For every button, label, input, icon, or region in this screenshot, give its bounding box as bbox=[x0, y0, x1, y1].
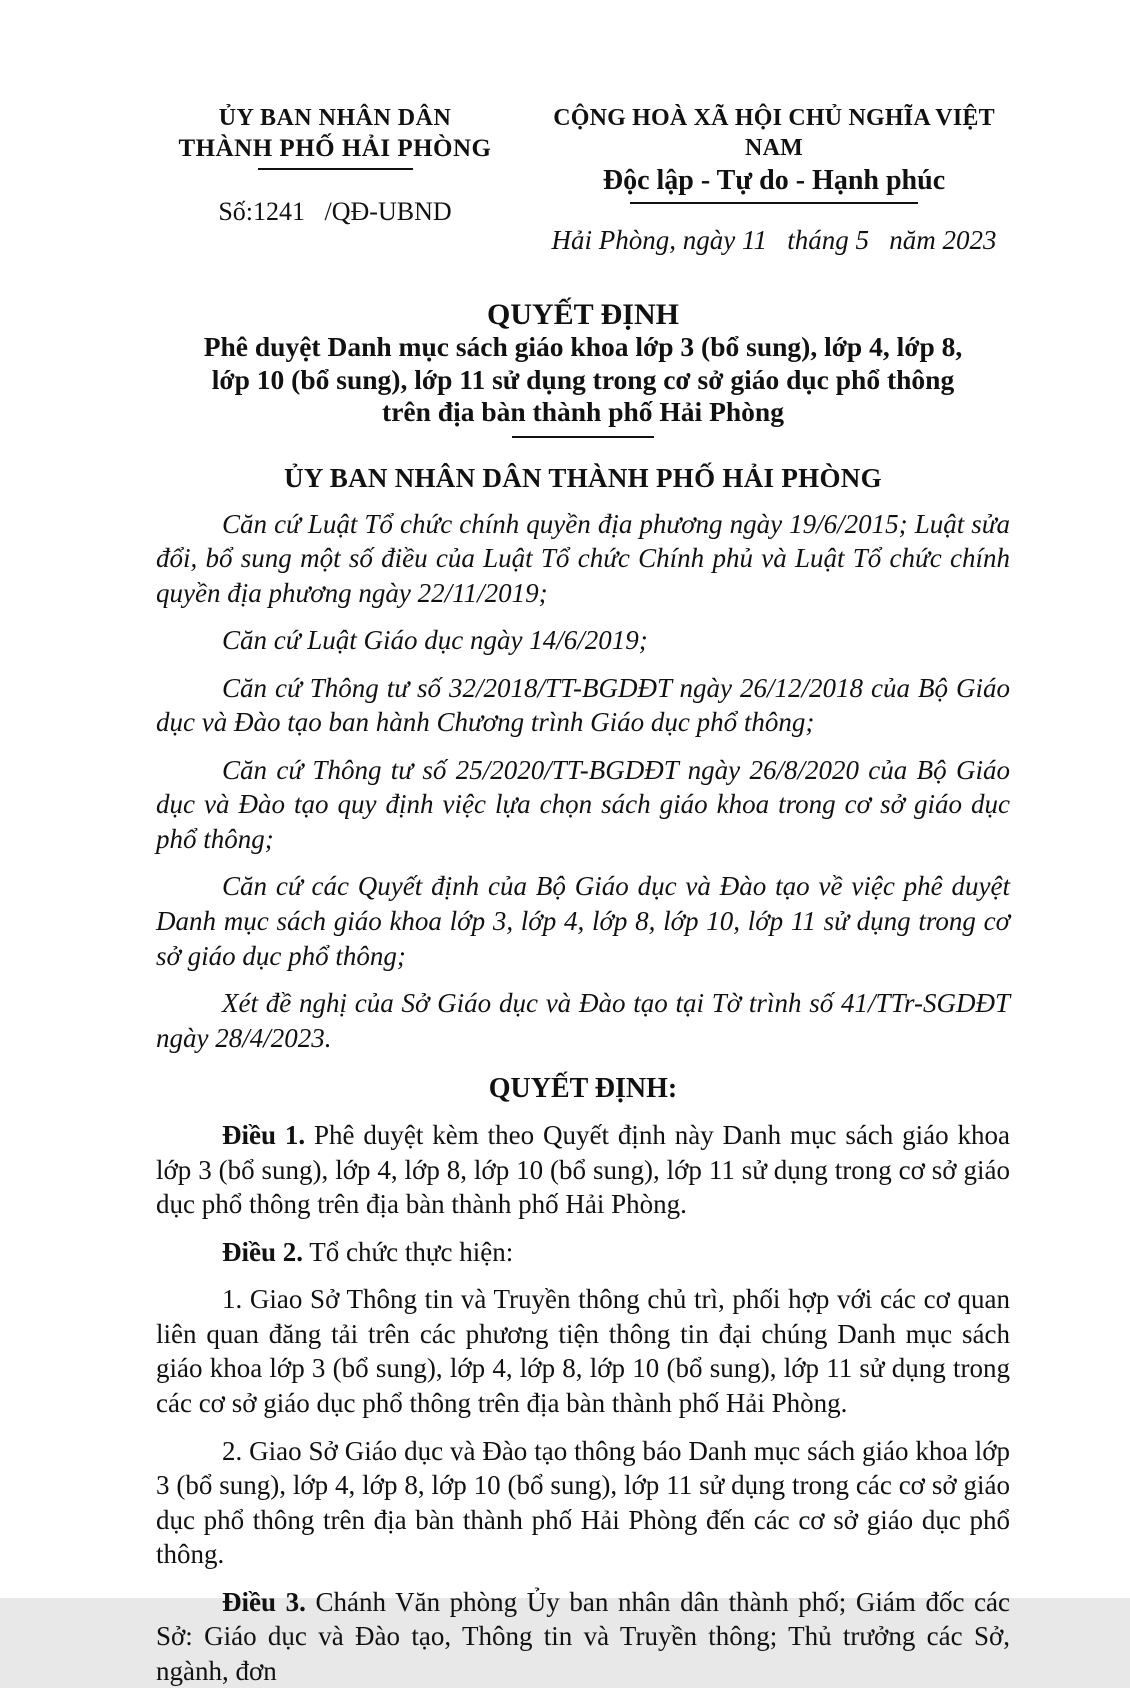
national-republic-line: CỘNG HOÀ XÃ HỘI CHỦ NGHĨA VIỆT NAM bbox=[553, 105, 995, 161]
issuer-name-line1: ỦY BAN NHÂN DÂN bbox=[218, 105, 452, 131]
article-paragraph bbox=[156, 1282, 1010, 1420]
article-label: Điều 2. bbox=[222, 1236, 303, 1267]
article-text: 1. Giao Sở Thông tin và Truyền thông chủ trì, phối hợp với các cơ quan liên quan đăng tải trên các phương tiện thông tin đại chúng Danh mục sách giáo khoa lớp 3 (bổ sung), lớp 4, lớp 8, lớp 10 (bổ sung), lớp 11 sử dụng trong các cơ sở giáo dục phổ thông trên địa bàn thành phố Hải Phòng. bbox=[156, 1284, 1010, 1418]
decision-title-line1: Phê duyệt Danh mục sách giáo khoa lớp 3 (bổ sung), lớp 4, lớp 8, bbox=[203, 331, 963, 363]
national-motto-line: Độc lập - Tự do - Hạnh phúc bbox=[602, 165, 946, 196]
recital-paragraph: Căn cứ Luật Giáo dục ngày 14/6/2019; bbox=[222, 625, 648, 656]
article-text: 2. Giao Sở Giáo dục và Đào tạo thông báo Danh mục sách giáo khoa lớp 3 (bổ sung), lớp 4, lớp 8, lớp 10 (bổ sung), lớp 11 sử dụng trong các cơ sở giáo dục phổ thông trên địa bàn thành phố Hải Phòng đến các cơ sở giáo dục phổ thông. bbox=[156, 1435, 1010, 1570]
document-header bbox=[156, 103, 1010, 256]
decision-title-line3: trên địa bàn thành phố Hải Phòng bbox=[382, 396, 784, 428]
decision-kind: QUYẾT ĐỊNH bbox=[487, 298, 679, 332]
title-divider bbox=[512, 436, 654, 438]
recital-paragraph: Căn cứ Luật Tổ chức chính quyền địa phương ngày 19/6/2015; Luật sửa đổi, bổ sung một số điều của Luật Tổ chức Chính phủ và Luật Tổ chức chính quyền địa phương ngày 22/11/2019; bbox=[156, 508, 1010, 608]
recital-paragraph: Căn cứ Thông tư số 25/2020/TT-BGDĐT ngày 26/8/2020 của Bộ Giáo dục và Đào tạo quy định việc lựa chọn sách giáo khoa trong cơ sở giáo dục phổ thông; bbox=[156, 754, 1010, 854]
national-header-block bbox=[538, 103, 1010, 256]
issuer-name-line2: THÀNH PHỐ HẢI PHÒNG bbox=[178, 135, 492, 162]
decision-title-line2: lớp 10 (bổ sung), lớp 11 sử dụng trong cơ sở giáo dục phổ thông bbox=[211, 363, 955, 395]
article-paragraph bbox=[156, 1434, 1010, 1572]
article-label: Điều 3. bbox=[222, 1586, 306, 1617]
decision-heading: QUYẾT ĐỊNH: bbox=[488, 1073, 678, 1105]
article-text: Phê duyệt kèm theo Quyết định này Danh mục sách giáo khoa lớp 3 (bổ sung), lớp 4, lớp 8, lớp 10 (bổ sung), lớp 11 sử dụng trong cơ sở giáo dục phổ thông trên địa bàn thành phố Hải Phòng. bbox=[156, 1120, 1011, 1220]
recital-paragraph: Xét đề nghị của Sở Giáo dục và Đào tạo tại Tờ trình số 41/TTr-SGDĐT ngày 28/4/2023. bbox=[156, 988, 1010, 1053]
article-label: Điều 1. bbox=[222, 1120, 306, 1151]
article-paragraph bbox=[156, 1235, 1010, 1270]
document-number: Số:1241 /QĐ-UBND bbox=[218, 197, 452, 227]
articles-section bbox=[156, 1118, 1010, 1688]
place-date-line: Hải Phòng, ngày 11 tháng 5 năm 2023 bbox=[551, 225, 997, 256]
article-text: Chánh Văn phòng Ủy ban nhân dân thành phố; Giám đốc các Sở: Giáo dục và Đào tạo, Thông tin và Truyền thông; Thủ trưởng các Sở, ngành, đơn bbox=[156, 1586, 1010, 1686]
recital-paragraph: Căn cứ các Quyết định của Bộ Giáo dục và Đào tạo về việc phê duyệt Danh mục sách giáo khoa lớp 3, lớp 4, lớp 8, lớp 10, lớp 11 sử dụng trong cơ sở giáo dục phổ thông; bbox=[156, 871, 1010, 971]
motto-divider bbox=[630, 202, 918, 204]
article-paragraph bbox=[156, 1585, 1010, 1688]
issuer-block bbox=[156, 103, 514, 256]
issuer-divider bbox=[258, 168, 413, 170]
article-text: Tổ chức thực hiện: bbox=[309, 1236, 514, 1267]
recital-paragraph: Căn cứ Thông tư số 32/2018/TT-BGDĐT ngày 26/12/2018 của Bộ Giáo dục và Đào tạo ban hành Chương trình Giáo dục phổ thông; bbox=[156, 672, 1010, 738]
authority-heading: ỦY BAN NHÂN DÂN THÀNH PHỐ HẢI PHÒNG bbox=[284, 462, 882, 493]
article-paragraph bbox=[156, 1118, 1010, 1222]
recitals-section bbox=[156, 507, 1010, 1056]
decision-title-block bbox=[156, 298, 1010, 437]
